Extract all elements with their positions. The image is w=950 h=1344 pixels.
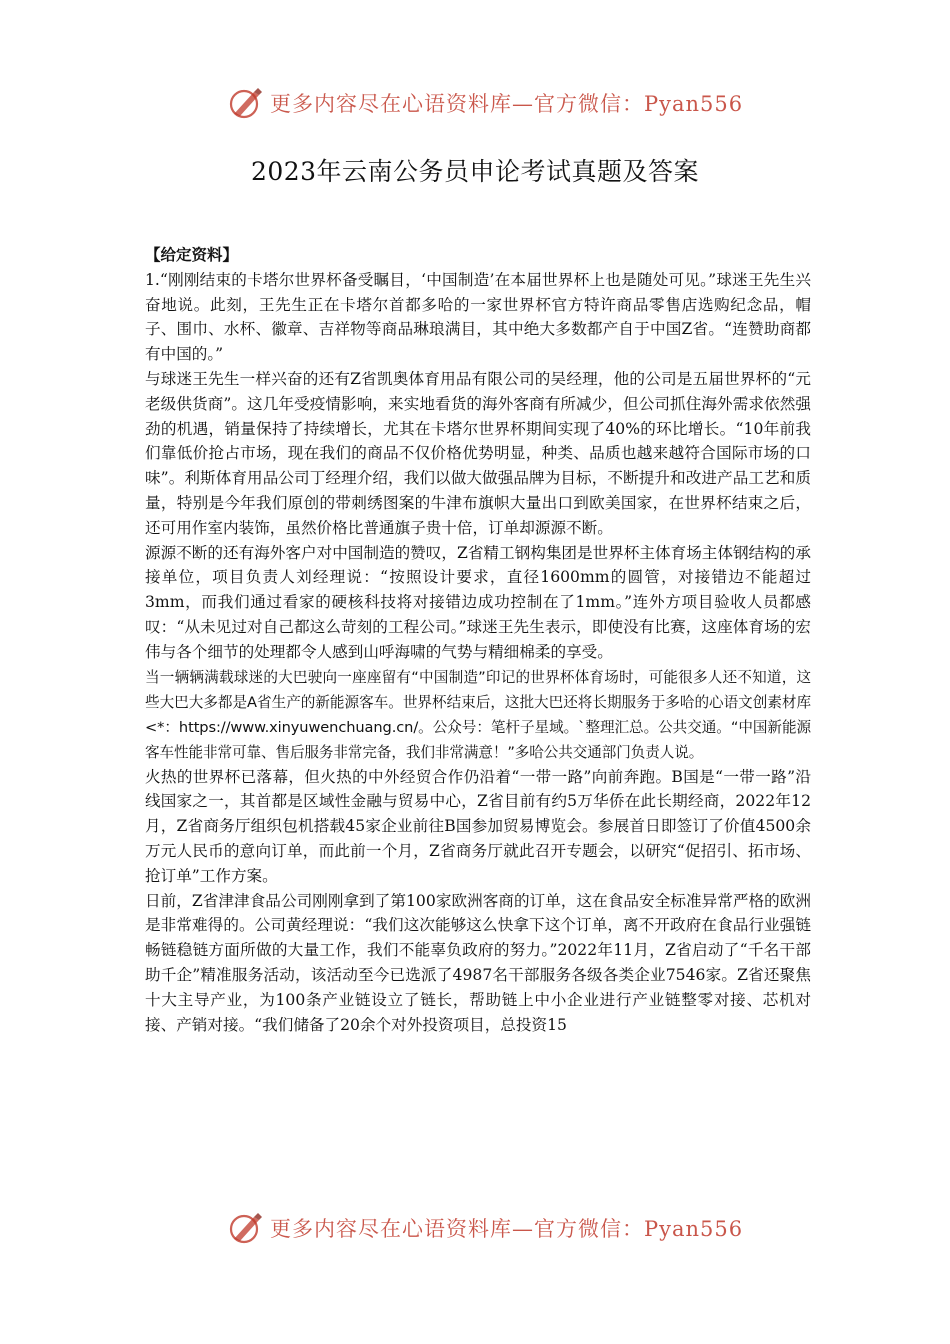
watermark-banner-top (228, 86, 748, 120)
body-paragraph: 火热的世界杯已落幕，但火热的中外经贸合作仍沿着“一带一路”向前奔跑。B国是“一带一路”沿线国家之一，其首都是区域性金融与贸易中心，Z省目前有约5万华侨在此长期经商，2022年12月，Z省商务厅组织包机搭载45家企业前往B国参加贸易博览会。参展首日即签订了价值4500余万元人民币的意向订单，而此前一个月，Z省商务厅就此召开专题会，以研究“促招引、拓市场、抢订单”工作方案。 (145, 767, 811, 885)
body-paragraph: 日前，Z省津津食品公司刚刚拿到了第100家欧洲客商的订单，这在食品安全标准异常严格的欧洲是非常难得的。公司黄经理说：“我们这次能够这么快拿下这个订单，离不开政府在食品行业强链畅链稳链方面所做的大量工作，我们不能辜负政府的努力。”2022年11月，Z省启动了“千名干部助千企”精准服务活动，该活动至今已选派了4987名干部服务各级各类企业7546家。Z省还聚焦十大主导产业，为100条产业链设立了链长，帮助链上中小企业进行产业链整零对接、芯机对接、产销对接。“我们储备了20余个对外投资项目，总投资15 (145, 891, 811, 1034)
watermark-banner-text: 更多内容尽在心语资料库—官方微信：Pyan556 (270, 1217, 744, 1241)
pen-logo-icon (228, 1211, 264, 1245)
section-heading: 【给定资料】 (145, 246, 239, 264)
body-paragraph: 源源不断的还有海外客户对中国制造的赞叹，Z省精工钢构集团是世界杯主体育场主体钢结构的承接单位，项目负责人刘经理说：“按照设计要求，直径1600mm的圆管，对接错边不能超过3mm，而我们通过看家的硬核科技将对接错边成功控制在了1mm。”连外方项目验收人员都感叹：“从未见过对自己都这么苛刻的工程公司。”球迷王先生表示，即使没有比赛，这座体育场的宏伟与各个细节的处理都令人感到山呼海啸的气势与精细棉柔的享受。 (145, 543, 811, 661)
watermark-banner-bottom (228, 1211, 748, 1245)
document-title: 2023年云南公务员申论考试真题及答案 (250, 157, 700, 186)
document-body (145, 243, 811, 1037)
pen-logo-icon (228, 86, 264, 120)
body-paragraph: 与球迷王先生一样兴奋的还有Z省凯奥体育用品有限公司的吴经理，他的公司是五届世界杯的“元老级供货商”。这几年受疫情影响，来实地看货的海外客商有所减少，但公司抓住海外需求依然强劲的机遇，销量保持了持续增长，尤其在卡塔尔世界杯期间实现了40%的环比增长。“10年前我们靠低价抢占市场，现在我们的商品不仅价格优势明显，种类、品质也越来越符合国际市场的口味”。利斯体育用品公司丁经理介绍，我们以做大做强品牌为目标，不断提升和改进产品工艺和质量，特别是今年我们原创的带刺绣图案的牛津布旗帜大量出口到欧美国家，在世界杯结束之后，还可用作室内装饰，虽然价格比普通旗子贵十倍，订单却源源不断。 (145, 369, 811, 537)
body-paragraph: 当一辆辆满载球迷的大巴驶向一座座留有“中国制造”印记的世界杯体育场时，可能很多人还不知道，这些大巴大多都是A省生产的新能源客车。世界杯结束后，这批大巴还将长期服务于多哈的心语文创素材库<*：https://www.xinyuwenchuang.cn/。公众号：笔杆子星域。`整理汇总。公共交通。“中国新能源客车性能非常可靠、售后服务非常完备，我们非常满意！”多哈公共交通部门负责人说。 (145, 668, 811, 761)
body-paragraph: 1.“刚刚结束的卡塔尔世界杯备受瞩目，‘中国制造’在本届世界杯上也是随处可见。”球迷王先生兴奋地说。此刻，王先生正在卡塔尔首都多哈的一家世界杯官方特许商品零售店选购纪念品，帽子、围巾、水杯、徽章、吉祥物等商品琳琅满目，其中绝大多数都产自于中国Z省。“连赞助商都有中国的。” (145, 270, 811, 364)
watermark-banner-text: 更多内容尽在心语资料库—官方微信：Pyan556 (270, 92, 744, 116)
